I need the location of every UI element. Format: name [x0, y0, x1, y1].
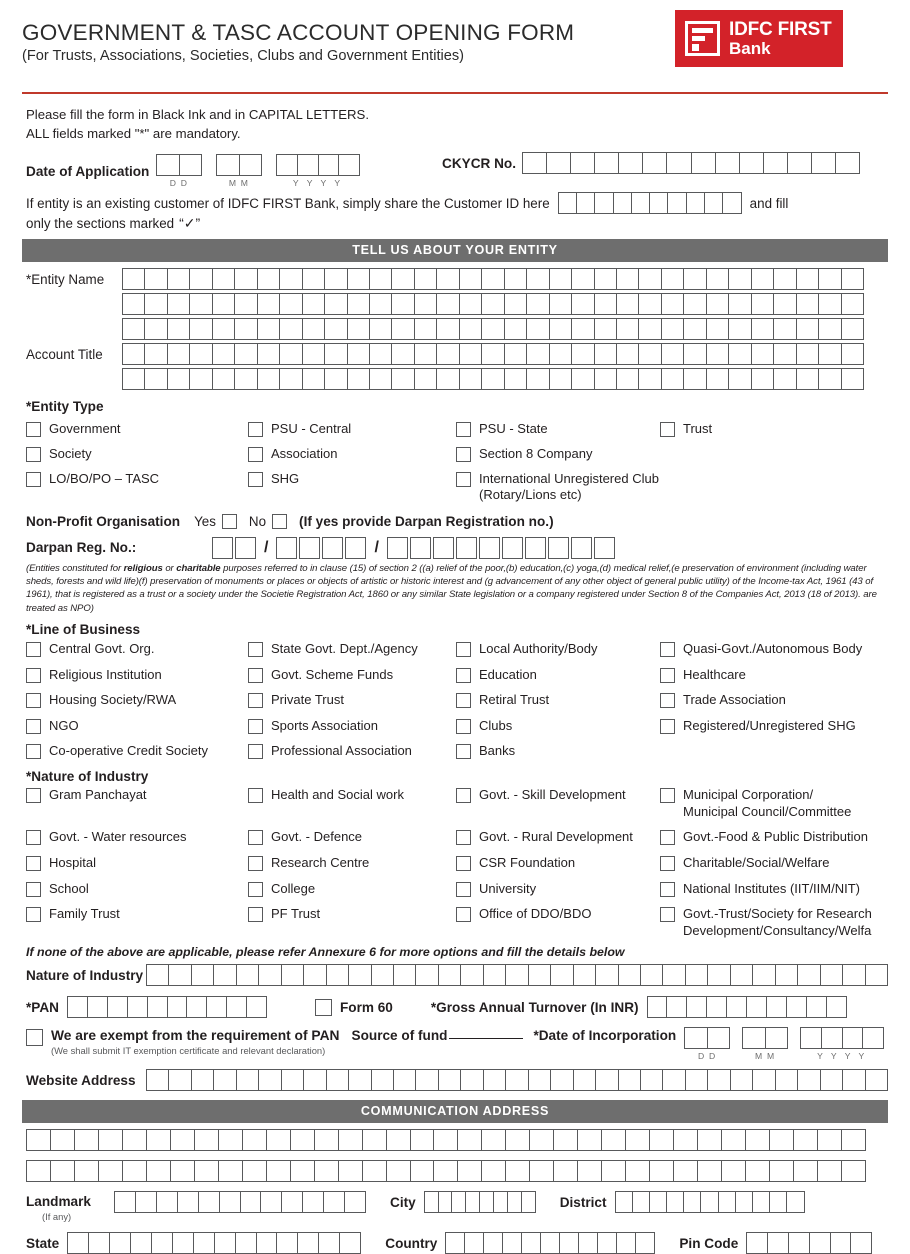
- entity-type-checkbox[interactable]: [248, 422, 263, 437]
- line-of-business-option[interactable]: [660, 641, 888, 658]
- country-input[interactable]: [445, 1232, 655, 1254]
- nature-of-industry-option[interactable]: [26, 906, 248, 939]
- pan-exempt-row: [26, 1027, 888, 1061]
- nature-of-industry-option[interactable]: [248, 906, 456, 939]
- nature-of-industry-checkbox[interactable]: [26, 788, 41, 803]
- pincode-label: Pin Code: [679, 1235, 739, 1251]
- nature-of-industry-option-label: School: [49, 880, 89, 896]
- doi-yyyy-group[interactable]: [800, 1027, 884, 1061]
- line-of-business-option[interactable]: [660, 667, 888, 684]
- pan-exempt-checkbox[interactable]: [26, 1029, 43, 1046]
- website-row: [26, 1069, 888, 1091]
- nature-of-industry-option-label: College: [271, 880, 316, 896]
- npo-yes-checkbox[interactable]: [222, 514, 237, 529]
- line-of-business-option-label: Education: [479, 666, 537, 682]
- date-dd-group[interactable]: [156, 154, 202, 188]
- entity-type-option-label: International Unregistered Club (Rotary/Lions etc): [479, 470, 659, 503]
- nature-of-industry-option[interactable]: [456, 855, 660, 872]
- pan-exempt-note: (We shall submit IT exemption certificate and relevant declaration): [51, 1045, 326, 1057]
- doi-mm-group[interactable]: [742, 1027, 788, 1061]
- line-of-business-option[interactable]: [26, 667, 248, 684]
- header-divider: [22, 92, 888, 94]
- line-of-business-checkbox[interactable]: [248, 719, 263, 734]
- entity-type-option-label: Government: [49, 421, 121, 437]
- entity-type-option-label: PSU - State: [479, 421, 548, 437]
- line-of-business-checkbox[interactable]: [248, 668, 263, 683]
- nature-of-industry-checkbox[interactable]: [456, 856, 471, 871]
- nature-of-industry-option[interactable]: [660, 787, 888, 820]
- nature-of-industry-checkbox[interactable]: [26, 882, 41, 897]
- nature-of-industry-free-text-row: [26, 964, 888, 986]
- npo-label: Non-Profit Organisation: [26, 513, 181, 529]
- nature-of-industry-option[interactable]: [456, 881, 660, 898]
- instruction-line-2: ALL fields marked "*" are mandatory.: [26, 125, 241, 141]
- line-of-business-option[interactable]: [26, 743, 248, 760]
- nature-of-industry-checkbox[interactable]: [660, 856, 675, 871]
- line-of-business-option-label: Healthcare: [683, 666, 746, 682]
- nature-of-industry-option[interactable]: [660, 829, 888, 846]
- district-input[interactable]: [615, 1191, 805, 1213]
- npo-row: [26, 514, 888, 529]
- account-title-row-2: [26, 368, 888, 390]
- darpan-label: Darpan Reg. No.:: [26, 540, 137, 556]
- nature-of-industry-option-label: Family Trust: [49, 906, 120, 922]
- entity-name-input-3[interactable]: [122, 318, 864, 340]
- account-title-input-1[interactable]: [122, 343, 864, 365]
- entity-type-option[interactable]: [26, 421, 248, 438]
- line-of-business-option-label: Trade Association: [683, 692, 786, 708]
- nature-of-industry-option-label: Health and Social work: [271, 787, 404, 803]
- city-label: City: [390, 1194, 416, 1210]
- turnover-label: *Gross Annual Turnover (In INR): [430, 999, 639, 1015]
- nature-of-industry-option[interactable]: [26, 855, 248, 872]
- entity-type-option-label: Society: [49, 446, 92, 462]
- line-of-business-options: [26, 641, 888, 760]
- nature-of-industry-checkbox[interactable]: [660, 882, 675, 897]
- line-of-business-checkbox[interactable]: [26, 693, 41, 708]
- nature-of-industry-checkbox[interactable]: [456, 830, 471, 845]
- logo-text: [729, 20, 832, 57]
- line-of-business-option-label: Local Authority/Body: [479, 640, 598, 656]
- darpan-group-2[interactable]: [276, 537, 366, 559]
- address-input-2[interactable]: [26, 1160, 866, 1182]
- logo-line-2: Bank: [729, 38, 771, 58]
- nature-of-industry-option[interactable]: [248, 787, 456, 820]
- yyyy-caption: Y Y Y Y: [292, 178, 344, 189]
- nature-of-industry-free-label: Nature of Industry: [26, 967, 144, 983]
- entity-type-option-label: PSU - Central: [271, 421, 352, 437]
- line-of-business-checkbox[interactable]: [248, 642, 263, 657]
- entity-type-checkbox[interactable]: [26, 447, 41, 462]
- entity-name-input-2[interactable]: [122, 293, 864, 315]
- doi-mm-caption: M M: [755, 1051, 776, 1062]
- line-of-business-option[interactable]: [248, 743, 456, 760]
- nature-of-industry-option-label: CSR Foundation: [479, 854, 576, 870]
- line-of-business-checkbox[interactable]: [248, 693, 263, 708]
- line-of-business-option-label: Quasi-Govt./Autonomous Body: [683, 640, 863, 656]
- application-date-row: [26, 152, 888, 190]
- nature-of-industry-checkbox[interactable]: [456, 907, 471, 922]
- entity-type-checkbox[interactable]: [456, 422, 471, 437]
- line-of-business-checkbox[interactable]: [660, 693, 675, 708]
- pan-input[interactable]: [67, 996, 267, 1018]
- line-of-business-option-label: Private Trust: [271, 692, 344, 708]
- line-of-business-option-label: Registered/Unregistered SHG: [683, 717, 856, 733]
- npo-no-label: No: [248, 513, 267, 529]
- line-of-business-checkbox[interactable]: [660, 668, 675, 683]
- line-of-business-spacer: [660, 743, 888, 760]
- nature-of-industry-checkbox[interactable]: [456, 788, 471, 803]
- line-of-business-option-label: Banks: [479, 743, 516, 759]
- entity-type-checkbox[interactable]: [26, 422, 41, 437]
- line-of-business-checkbox[interactable]: [26, 668, 41, 683]
- existing-customer-row: [26, 192, 888, 214]
- nature-of-industry-option-label: Charitable/Social/Welfare: [683, 854, 830, 870]
- line-of-business-checkbox[interactable]: [26, 642, 41, 657]
- line-of-business-option[interactable]: [26, 692, 248, 709]
- nature-of-industry-options: [26, 787, 888, 939]
- line-of-business-option[interactable]: [26, 641, 248, 658]
- account-title-label: Account Title: [26, 346, 103, 362]
- line-of-business-checkbox[interactable]: [456, 642, 471, 657]
- entity-type-option-label: Section 8 Company: [479, 446, 593, 462]
- nature-of-industry-option[interactable]: [456, 787, 660, 820]
- line-of-business-option[interactable]: [26, 718, 248, 735]
- pan-row: [26, 996, 888, 1018]
- address-input-1[interactable]: [26, 1129, 866, 1151]
- entity-type-checkbox[interactable]: [248, 447, 263, 462]
- page-subtitle: (For Trusts, Associations, Societies, Clubs and Government Entities): [22, 48, 465, 65]
- nature-of-industry-checkbox[interactable]: [248, 907, 263, 922]
- landmark-sub-label: (If any): [42, 1211, 72, 1223]
- entity-type-option-label: LO/BO/PO – TASC: [49, 470, 160, 486]
- nature-of-industry-option[interactable]: [660, 881, 888, 898]
- dd-caption: D D: [169, 178, 189, 189]
- line-of-business-option-label: State Govt. Dept./Agency: [271, 640, 418, 656]
- npo-legal-note: [26, 562, 888, 615]
- line-of-business-option-label: Religious Institution: [49, 666, 162, 682]
- entity-type-checkbox[interactable]: [456, 472, 471, 487]
- line-of-business-option[interactable]: [456, 692, 660, 709]
- landmark-input[interactable]: [114, 1191, 366, 1213]
- nature-of-industry-checkbox[interactable]: [660, 907, 675, 922]
- sections-marked-row: [26, 215, 888, 232]
- line-of-business-option[interactable]: [456, 718, 660, 735]
- city-input[interactable]: [424, 1191, 536, 1213]
- darpan-group-3[interactable]: [387, 537, 615, 559]
- nature-of-industry-option-label: Office of DDO/BDO: [479, 906, 592, 922]
- npo-yes-label: Yes: [194, 513, 216, 529]
- existing-customer-text-2: and fill: [749, 195, 789, 211]
- line-of-business-option[interactable]: [660, 718, 888, 735]
- nature-of-industry-checkbox[interactable]: [248, 882, 263, 897]
- entity-section-bar: TELL US ABOUT YOUR ENTITY: [22, 239, 888, 262]
- entity-type-label: *Entity Type: [26, 399, 104, 415]
- nature-of-industry-checkbox[interactable]: [660, 788, 675, 803]
- nature-of-industry-option-label: National Institutes (IIT/IIM/NIT): [683, 880, 860, 896]
- doi-yyyy-caption: Y Y Y Y: [817, 1051, 868, 1062]
- entity-type-checkbox[interactable]: [660, 422, 675, 437]
- doi-dd-caption: D D: [698, 1051, 717, 1062]
- landmark-label: Landmark: [26, 1194, 91, 1210]
- form60-label: Form 60: [339, 999, 393, 1015]
- nature-of-industry-checkbox[interactable]: [660, 830, 675, 845]
- idfc-first-bank-logo: [675, 10, 843, 67]
- source-of-fund-label: Source of fund: [351, 1028, 448, 1044]
- line-of-business-checkbox[interactable]: [456, 668, 471, 683]
- idfc-f-mark-icon: [685, 21, 720, 56]
- customer-id-input[interactable]: [558, 192, 742, 214]
- website-label: Website Address: [26, 1072, 136, 1088]
- pincode-input[interactable]: [746, 1232, 872, 1254]
- nature-of-industry-option-label: Govt. - Rural Development: [479, 829, 633, 845]
- entity-type-option[interactable]: [660, 421, 888, 438]
- entity-type-option[interactable]: [456, 446, 660, 463]
- line-of-business-option-label: NGO: [49, 717, 79, 733]
- account-title-row-1: [26, 343, 888, 365]
- nature-of-industry-checkbox[interactable]: [26, 830, 41, 845]
- line-of-business-checkbox[interactable]: [456, 719, 471, 734]
- nature-of-industry-option-label: PF Trust: [271, 906, 321, 922]
- page-title: GOVERNMENT & TASC ACCOUNT OPENING FORM: [22, 20, 575, 45]
- line-of-business-option[interactable]: [248, 641, 456, 658]
- entity-type-option-label: Trust: [683, 421, 713, 437]
- darpan-separator-2: /: [374, 538, 379, 556]
- nature-of-industry-free-input[interactable]: [146, 964, 888, 986]
- line-of-business-option-label: Retiral Trust: [479, 692, 550, 708]
- entity-name-row-3: [26, 318, 888, 340]
- entity-type-option[interactable]: [248, 471, 456, 504]
- date-yyyy-group[interactable]: [276, 154, 360, 188]
- entity-type-checkbox[interactable]: [248, 472, 263, 487]
- existing-customer-text-1: If entity is an existing customer of IDFC FIRST Bank, simply share the Customer ID here: [26, 195, 550, 211]
- account-title-input-2[interactable]: [122, 368, 864, 390]
- website-input[interactable]: [146, 1069, 888, 1091]
- line-of-business-option-label: Sports Association: [271, 717, 378, 733]
- nature-of-industry-option[interactable]: [456, 829, 660, 846]
- nature-of-industry-option[interactable]: [660, 855, 888, 872]
- nature-of-industry-option-label: Gram Panchayat: [49, 787, 147, 803]
- instruction-line-1: Please fill the form in Black Ink and in CAPITAL LETTERS.: [26, 107, 370, 122]
- state-country-pincode-row: [26, 1232, 888, 1254]
- nature-of-industry-option-label: Govt. - Defence: [271, 829, 363, 845]
- line-of-business-option[interactable]: [248, 692, 456, 709]
- mm-caption: M M: [228, 178, 250, 189]
- line-of-business-option-label: Clubs: [479, 717, 513, 733]
- line-of-business-option-label: Housing Society/RWA: [49, 692, 177, 708]
- line-of-business-option-label: Professional Association: [271, 743, 412, 759]
- darpan-input[interactable]: [212, 537, 615, 559]
- line-of-business-option[interactable]: [248, 718, 456, 735]
- date-of-incorporation-label: *Date of Incorporation: [533, 1028, 677, 1044]
- nature-of-industry-option[interactable]: [248, 829, 456, 846]
- darpan-row: [26, 537, 888, 559]
- landmark-city-district-row: [26, 1191, 888, 1224]
- entity-type-option[interactable]: [26, 471, 248, 504]
- state-input[interactable]: [67, 1232, 361, 1254]
- nature-of-industry-option-label: University: [479, 880, 537, 896]
- checkmark-icon: “✓”: [179, 215, 201, 232]
- line-of-business-checkbox[interactable]: [26, 744, 41, 759]
- nature-of-industry-checkbox[interactable]: [248, 788, 263, 803]
- pan-exempt-label: We are exempt from the requirement of PAN: [51, 1028, 340, 1044]
- entity-name-input-1[interactable]: [122, 268, 864, 290]
- form60-checkbox[interactable]: [315, 999, 332, 1016]
- nature-of-industry-option-label: Research Centre: [271, 854, 370, 870]
- nature-of-industry-option-label: Govt. - Water resources: [49, 829, 187, 845]
- line-of-business-option[interactable]: [660, 692, 888, 709]
- nature-of-industry-option[interactable]: [248, 855, 456, 872]
- nature-of-industry-option-label: Hospital: [49, 854, 96, 870]
- line-of-business-option-label: Co-operative Credit Society: [49, 743, 208, 759]
- communication-address-bar: COMMUNICATION ADDRESS: [22, 1100, 888, 1123]
- nature-of-industry-checkbox[interactable]: [248, 830, 263, 845]
- nature-of-industry-option[interactable]: [660, 906, 888, 939]
- entity-type-options: [26, 421, 888, 504]
- nature-of-industry-option-label: Municipal Corporation/ Municipal Council/Committee: [683, 787, 852, 819]
- line-of-business-option[interactable]: [456, 743, 660, 760]
- title-block: [22, 20, 574, 64]
- nature-of-industry-option-label: Govt. - Skill Development: [479, 787, 626, 803]
- ckycr-label: CKYCR No.: [442, 155, 517, 171]
- district-label: District: [559, 1194, 607, 1210]
- entity-name-row-2: [26, 293, 888, 315]
- line-of-business-option[interactable]: [456, 667, 660, 684]
- state-label: State: [26, 1235, 60, 1251]
- entity-type-option-label: Association: [271, 446, 338, 462]
- entity-name-label: *Entity Name: [26, 271, 105, 287]
- line-of-business-checkbox[interactable]: [456, 693, 471, 708]
- date-of-application-label: Date of Application: [26, 163, 150, 179]
- nature-of-industry-option[interactable]: [456, 906, 660, 939]
- line-of-business-option[interactable]: [456, 641, 660, 658]
- doi-dd-group[interactable]: [684, 1027, 730, 1061]
- nature-of-industry-checkbox[interactable]: [248, 856, 263, 871]
- npo-hint: (If yes provide Darpan Registration no.): [299, 513, 554, 529]
- entity-type-option[interactable]: [248, 446, 456, 463]
- darpan-group-1[interactable]: [212, 537, 256, 559]
- annexure-note: If none of the above are applicable, please refer Annexure 6 for more options and fill the details below: [26, 945, 625, 960]
- nature-of-industry-checkbox[interactable]: [456, 882, 471, 897]
- nature-of-industry-option[interactable]: [248, 881, 456, 898]
- nature-of-industry-option[interactable]: [26, 881, 248, 898]
- line-of-business-option-label: Central Govt. Org.: [49, 640, 155, 656]
- line-of-business-checkbox[interactable]: [248, 744, 263, 759]
- nature-of-industry-option-label: Govt.-Trust/Society for Research Development/Consultancy/Welfa: [683, 906, 872, 938]
- entity-name-block: [26, 268, 888, 390]
- line-of-business-label: *Line of Business: [26, 621, 141, 637]
- nature-of-industry-label: *Nature of Industry: [26, 769, 149, 785]
- nature-of-industry-checkbox[interactable]: [26, 856, 41, 871]
- entity-type-option[interactable]: [456, 421, 660, 438]
- nature-of-industry-checkbox[interactable]: [26, 907, 41, 922]
- entity-name-row-1: [26, 268, 888, 290]
- line-of-business-option-label: Govt. Scheme Funds: [271, 666, 394, 682]
- date-mm-group[interactable]: [216, 154, 262, 188]
- existing-customer-text-3: only the sections marked: [26, 216, 175, 232]
- entity-type-option-label: SHG: [271, 470, 300, 486]
- line-of-business-checkbox[interactable]: [26, 719, 41, 734]
- line-of-business-checkbox[interactable]: [660, 719, 675, 734]
- line-of-business-option[interactable]: [248, 667, 456, 684]
- line-of-business-checkbox[interactable]: [456, 744, 471, 759]
- entity-type-option[interactable]: [26, 446, 248, 463]
- turnover-input[interactable]: [647, 996, 847, 1018]
- entity-type-checkbox[interactable]: [26, 472, 41, 487]
- logo-line-1: IDFC FIRST: [729, 19, 832, 41]
- pan-label: *PAN: [26, 999, 59, 1015]
- country-label: Country: [385, 1235, 438, 1251]
- npo-no-checkbox[interactable]: [272, 514, 287, 529]
- darpan-separator-1: /: [264, 538, 269, 556]
- line-of-business-checkbox[interactable]: [660, 642, 675, 657]
- nature-of-industry-option[interactable]: [26, 829, 248, 846]
- entity-type-checkbox[interactable]: [456, 447, 471, 462]
- form-header: [22, 0, 888, 92]
- entity-type-option[interactable]: [456, 471, 660, 504]
- nature-of-industry-option-label: Govt.-Food & Public Distribution: [683, 829, 868, 845]
- entity-type-spacer: [660, 471, 888, 504]
- entity-type-option[interactable]: [248, 421, 456, 438]
- source-of-fund-input[interactable]: [449, 1027, 523, 1039]
- address-lines: [26, 1129, 888, 1182]
- entity-type-spacer: [660, 446, 888, 463]
- legal-note-text: (Entities constituted for religious or charitable purposes referred to in clause (15) of section 2 ((a) relief of the poor,(b) education,(c) yoga,(d) medical relief,(e preservation of environment (including water sheds, forests and wild life)(f) preservation of monuments or places or objects of artistic or historic interest and (g advancement of any other object of general public utility) of the Income-tax Act, 1961 (43 of 1961), that is registered as a trust or a society under the Societie Registration Act, 1860 or any similar State legislation or a company registered under Section 8 of the Companies Act, 2013 (18 of 2013). are treated as NPO): [26, 562, 877, 614]
- ckycr-input[interactable]: [522, 152, 860, 174]
- nature-of-industry-option[interactable]: [26, 787, 248, 820]
